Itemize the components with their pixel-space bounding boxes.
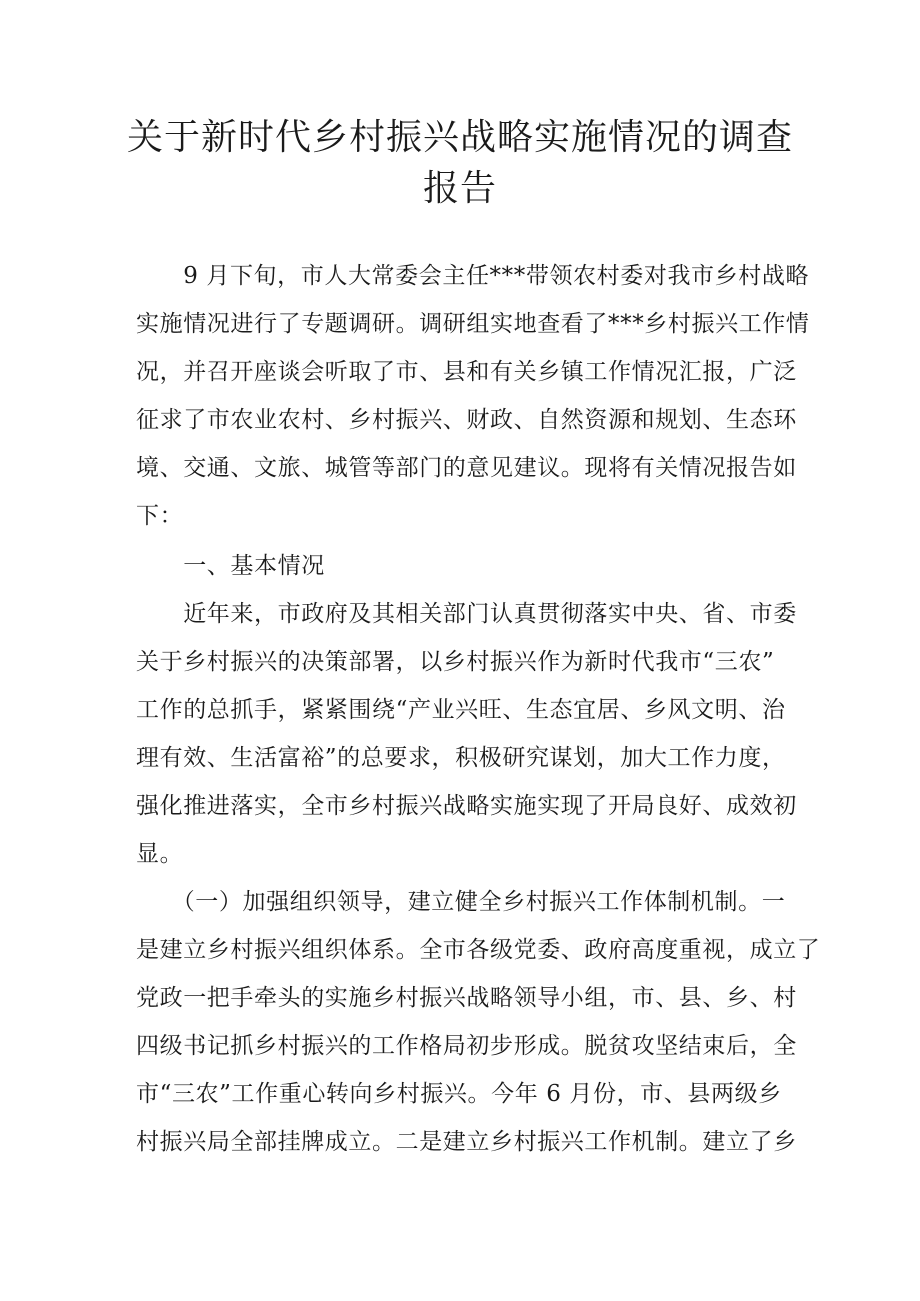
text-line: 近年来，市政府及其相关部门认真贯彻落实中央、省、市委 — [136, 601, 797, 627]
document-title — [120, 112, 800, 214]
text-line: 四级书记抓乡村振兴的工作格局初步形成。脱贫攻坚结束后，全 — [136, 1033, 797, 1059]
text-line: 理有效、生活富裕”的总要求，积极研究谋划，加大工作力度， — [136, 745, 786, 771]
title-line: 关于新时代乡村振兴战略实施情况的调查 — [126, 117, 793, 158]
text-line: 党政一把手牵头的实施乡村振兴战略领导小组，市、县、乡、村 — [136, 985, 797, 1011]
text-line: 境、交通、文旅、城管等部门的意见建议。现将有关情况报告如 — [136, 455, 797, 481]
text-line: 是建立乡村振兴组织体系。全市各级党委、政府高度重视，成立了 — [136, 937, 821, 963]
text-line: 征求了市农业农村、乡村振兴、财政、自然资源和规划、生态环 — [136, 407, 797, 433]
text-line: 村振兴局全部挂牌成立。二是建立乡村振兴工作机制。建立了乡 — [136, 1129, 797, 1155]
subsection-paragraph — [136, 878, 821, 1166]
section-heading — [136, 542, 791, 590]
text-line: 工作的总抓手，紧紧围绕“产业兴旺、生态宜居、乡风文明、治 — [136, 697, 786, 723]
text-line: 况，并召开座谈会听取了市、县和有关乡镇工作情况汇报，广泛 — [136, 359, 797, 385]
text-line: 9 月下旬，市人大常委会主任***带领农村委对我市乡村战略 — [136, 263, 810, 289]
intro-paragraph — [136, 252, 810, 540]
title-line: 报告 — [422, 168, 497, 209]
text-line: 市“三农”工作重心转向乡村振兴。今年 6 月份，市、县两级乡 — [136, 1081, 782, 1107]
text-line: 一、基本情况 — [136, 553, 325, 579]
text-line: 显。 — [136, 841, 184, 867]
text-line: 关于乡村振兴的决策部署，以乡村振兴作为新时代我市“三农” — [136, 649, 775, 675]
text-line: （一）加强组织领导，建立健全乡村振兴工作体制机制。一 — [136, 889, 786, 915]
text-line: 实施情况进行了专题调研。调研组实地查看了***乡村振兴工作情 — [136, 311, 810, 337]
overview-paragraph — [136, 590, 797, 878]
document-body — [136, 252, 821, 1166]
text-line: 下： — [136, 503, 184, 529]
text-line: 强化推进落实，全市乡村振兴战略实施实现了开局良好、成效初 — [136, 793, 797, 819]
